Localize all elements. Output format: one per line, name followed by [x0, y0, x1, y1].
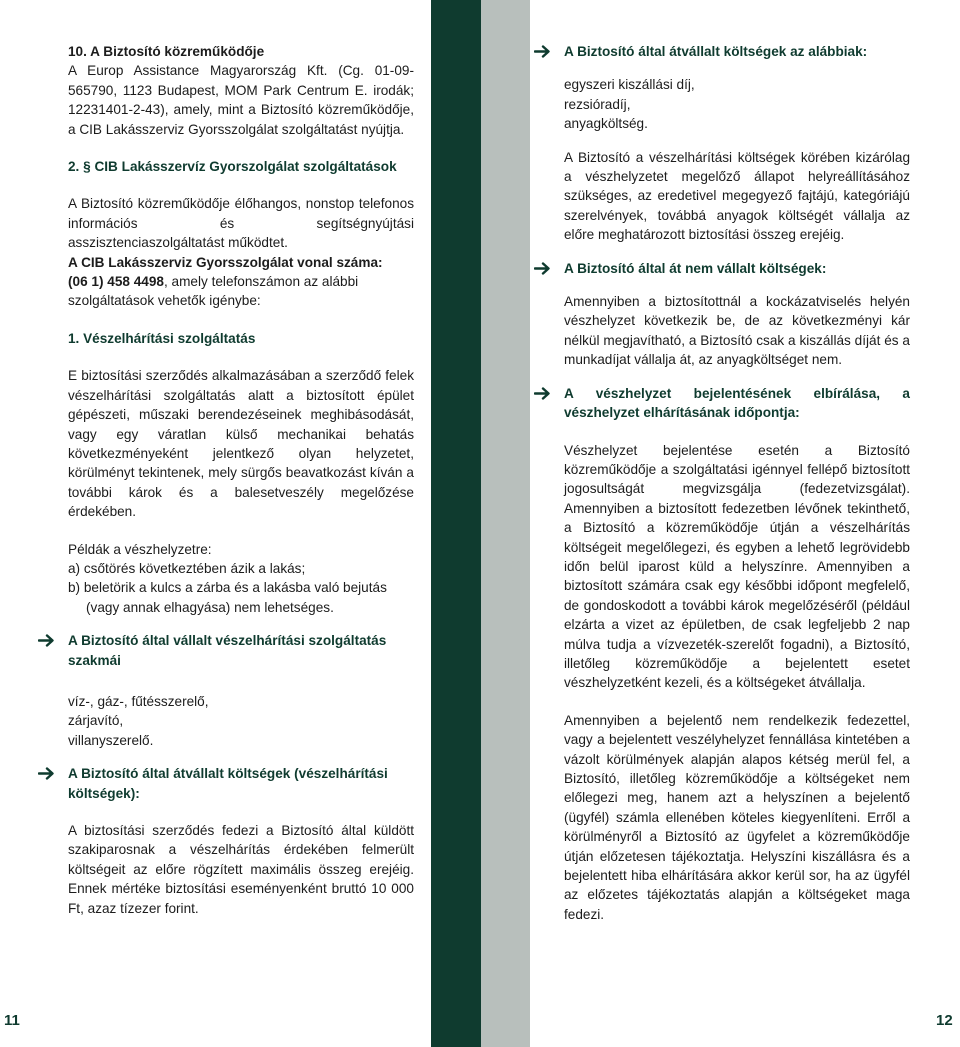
- not-covered-text: Amennyiben a biztosítottnál a kockázatviselés helyén vészhelyzet következik be, de az következményi kár nélkül megjavítható, a Biztosító csak a kiszállás díját és a munkadíjat vállalja át, az anyagköltséget nem.: [564, 294, 910, 368]
- section-10-heading: 10. A Biztosító közreműködője: [68, 44, 265, 59]
- trade-item: villanyszerelő.: [68, 732, 154, 748]
- trade-item: víz-, gáz-, fűtésszerelő,: [68, 693, 209, 709]
- costs-text: A biztosítási szerződés fedezi a Biztosító által küldött szakiparosnak a vészelhárítás érdekében felmerült költségeit az előre rögzített maximális összeg erejéig. Ennek mértéke biztosítási eseményenként bruttó 10 000 Ft, azaz tízezer forint.: [68, 823, 414, 916]
- example-a: a) csőtörés következtében ázik a lakás;: [68, 560, 306, 576]
- right-column: [564, 42, 910, 924]
- section-10-text: A Europ Assistance Magyarország Kft. (Cg. 01-09-565790, 1123 Budapest, MOM Park Centrum E. irodák; 12231401-2-43), amely, mint a Biztosító közreműködője, a CIB Lakásszerviz Gyorsszolgálat szolgáltatást nyújtja.: [68, 63, 414, 137]
- arrow-heading-costs: [68, 764, 414, 803]
- left-column: [68, 42, 414, 918]
- trades-heading: A Biztosító által vállalt vészelhárítási szolgáltatás szakmái: [68, 633, 387, 668]
- arrow-heading-not-covered: [564, 259, 910, 278]
- cost-item: egyszeri kiszállási díj,: [564, 77, 695, 93]
- arrow-right-icon: [38, 631, 56, 647]
- cost-item: rezsióradíj,: [564, 96, 631, 112]
- assessment-text-2: Amennyiben a bejelentő nem rendelkezik fedezettel, vagy a bejelentett veszélyhelyzet fennállása kintetében a vázolt körülmények alapján alapos kétség merül fel, a Biztosító, illetőleg közreműködője a költségeket nem előlegezi meg, hanem azt a helyszínen a bejelentő (ügyfél) számla ellenében köteles kiegyenlíteni. Erről a körülményről a Biztosító az ügyfelet a közreműködője útján előzetesen tájékoztatja. Helyszíni kiszállásra és a bejelentett hiba elhárítására akkor kerül sor, ha az ügyfél az előzetes tájékoztatás alapján a költségeket maga fedezi.: [564, 712, 910, 922]
- phone-paragraph: [68, 272, 414, 311]
- subsection-1-text: E biztosítási szerződés alkalmazásában a szerződő felek vészelhárítási szolgáltatás alatt a biztosított épület gépészeti, műszaki berendezéseinek meghibásodását, vagy egy váratlan külső mechanikai behatás következményeként jelentkező olyan helyzetet, körülményt tekintenek, mely sürgős beavatkozást kíván a további károk és a balesetveszély megelőzése érdekében.: [68, 368, 414, 520]
- costs-heading: A Biztosító által átvállalt költségek (vészelhárítási költségek):: [68, 766, 388, 801]
- arrow-right-icon: [534, 259, 552, 275]
- arrow-heading-trades: [68, 631, 414, 670]
- decorative-band-dark: [431, 0, 481, 1047]
- cost-item: anyagköltség.: [564, 116, 648, 132]
- arrow-right-icon: [534, 42, 552, 58]
- not-covered-heading: A Biztosító által át nem vállalt költségek:: [564, 260, 827, 276]
- arrow-heading-covered-costs: [564, 42, 910, 61]
- decorative-band-light: [481, 0, 530, 1047]
- phone-rest: , amely telefonszámon az alábbi szolgáltatások vehetők igénybe:: [68, 274, 359, 309]
- examples-intro: Példák a vészhelyzetre:: [68, 541, 212, 557]
- page-number-right: 12: [936, 1012, 953, 1029]
- assessment-heading: A vészhelyzet bejelentésének elbírálása, a vészhelyzet elhárításának időpontja:: [564, 385, 910, 421]
- assessment-text-1: Vészhelyzet bejelentése esetén a Biztosító közreműködője a szolgáltatási igénnyel fellépő biztosított jogosultságát megvizsgálja (fedezetvizsgálat). Amennyiben a biztosított fedezetben lévőnek tekinthető, a Biztosító a közreműködője útján a vészelhárítás költségeit megelőlegezi, és egyben a lehető legrövidebb időn belül iparost küld a helyszínre. Amennyiben a biztosított számára csak egy későbbi időpont megfelelő, de gondoskodott a további károk megelőzéséről (például elzárta a vizet az épületben, de csak legfeljebb 2 nap múlva tudja a vízvezeték-szerelőt fogadni), a Biztosító, illetőleg közreműködője a bejelentett esetet vészhelyzetként kezeli, és a költségeket átvállalja.: [564, 442, 910, 691]
- trade-item: zárjavító,: [68, 713, 124, 729]
- page-number-left: 11: [4, 1012, 20, 1029]
- arrow-heading-assessment: [564, 384, 910, 423]
- phone-number: (06 1) 458 4498: [68, 274, 164, 290]
- section-2-text: A Biztosító közreműködője élőhangos, nonstop telefonos információs és segítségnyújtási asszisztenciaszolgáltatást működtet.: [68, 196, 414, 251]
- section-2-heading: 2. § CIB Lakásszervíz Gyorszolgálat szolgáltatások: [68, 159, 397, 175]
- covered-costs-heading: A Biztosító által átvállalt költségek az alábbiak:: [564, 44, 868, 59]
- arrow-right-icon: [534, 384, 552, 400]
- example-b: b) beletörik a kulcs a zárba és a lakásba való bejutás (vagy annak elhagyása) nem lehetséges.: [68, 580, 387, 615]
- phone-heading: A CIB Lakásszerviz Gyorsszolgálat vonal száma:: [68, 254, 383, 270]
- covered-costs-text: A Biztosító a vészelhárítási költségek körében kizárólag a vészhelyzetet megelőző állapot helyreállításához szükséges, az eredetivel megegyező fajtájú, kategóriájú szerelvények, továbbá anyagok költségét vállalja az előre meghatározott biztosítási összeg erejéig.: [564, 149, 910, 243]
- subsection-1-heading: 1. Vészelhárítási szolgáltatás: [68, 330, 256, 346]
- arrow-right-icon: [38, 764, 56, 780]
